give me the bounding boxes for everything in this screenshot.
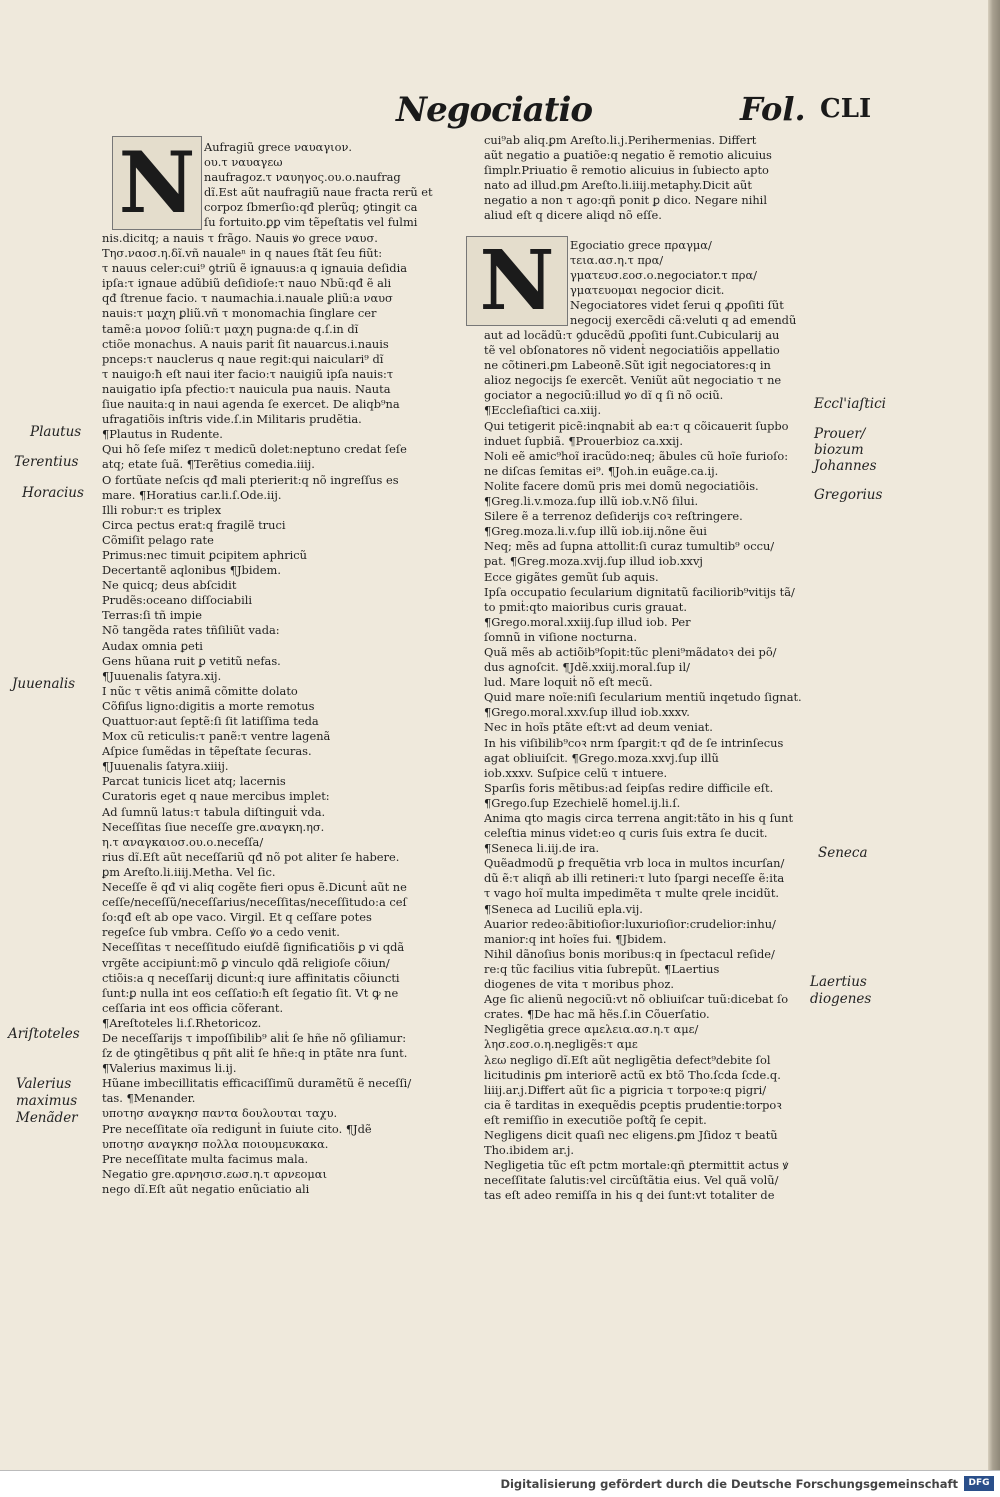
text-line: ſiue nauita:q in naui agenda ſe exercet. De aliqb⁹na [102,397,400,412]
text-line: tamẽ:a μονοσ ſoliũ:τ μαχη pugna:de q.ſ.in dĩ [102,321,359,336]
text-line: λησ.εοσ.ο.η.negligẽs:τ αμε [484,1037,638,1052]
text-line: Hũane imbecillitatis efficaciſſimũ duramẽtũ ẽ neceſſi/ [102,1076,412,1091]
text-line: pnceps:τ nauclerus q naue regit:qui naiculari⁹ dĩ [102,351,384,366]
text-line: vrgẽte accipiunṫ:mõ ꝑ vinculo qdã religioſe cõiun/ [102,955,390,970]
text-line: Aſpice ſumẽdas in tẽpeſtate ſecuras. [102,744,312,759]
folio-number: CLI [820,94,872,124]
text-line: Prudẽs:oceano diſſociabili [102,593,253,608]
text-line: rius dĩ.Eſt aũt neceſſariũ qđ nõ pot aliter ſe habere. [102,849,400,864]
text-line: ¶Seneca li.iij.de ira. [484,841,600,856]
text-line: cui⁹ab aliq.ꝑm Areſto.li.j.Perihermenias. Differt [484,133,757,147]
text-line: nauigatio ipſa pfectio:τ nauicula pua nauis. Nauta [102,381,391,396]
text-line: υποτησ αναγκησ παντα δουλουται ταχυ. [102,1106,338,1121]
text-line: re:q tũc facilius vitia ſubrepũt. ¶Laertius [484,961,720,976]
running-head-title: Negociatio [396,90,593,130]
text-line: dus agnoſcit. ¶Jdẽ.xxiij.moral.ſup il/ [484,660,690,675]
text-line: gociator a negociũ:illud ꝟo dĩ q ſi nõ ociũ. [484,388,724,403]
text-line: Nolite facere domũ pris mei domũ negociatiõis. [484,478,759,493]
text-line: Audax omnia ꝑeti [102,638,203,653]
text-line: Aufragiũ grece ναυαγιον. [204,140,353,154]
text-line: neceſſitate ſalutis:vel circũſtãtia eius. Vel quã volũ/ [484,1173,779,1188]
text-line: manior:q int hoĩes fui. ¶Jbidem. [484,931,667,946]
text-line: ꝑm Areſto.li.iiij.Metha. Vel ſic. [102,864,276,879]
text-line: regeſce ſub vmbra. Ceſſo ꝟo a cedo venit. [102,925,340,940]
text-line: Cõmiſit pelago rate [102,532,214,547]
text-line: ¶Plautus in Rudente. [102,427,223,442]
text-line: nato ad illud.ꝑm Areſto.li.iiij.metaphy.Dicit aũt [484,178,752,193]
text-line: υποτησ αναγκησ πολλα ποιουμευκακα. [102,1136,329,1151]
text-line: negocij exercẽdi cã:veluti q ad emendũ [570,313,797,328]
text-line: Pre neceſſitate oĩa redigunṫ in ſuiute cito. ¶Jdẽ [102,1121,372,1136]
text-line: cia ẽ tarditas in exequẽdis ꝑceptis prudentie:torpoꝛ [484,1097,782,1112]
margin-note-terentius: Terentius [14,454,79,470]
margin-note-laertius: Laertius [810,974,867,990]
decorated-initial-right: N [466,236,568,326]
text-line: Negociatores videt ſerui q ꝓpoſiti ſũt [570,298,784,313]
text-line: induet ſupbiã. ¶Prouerbioz ca.xxij. [484,433,683,448]
text-line: ¶Seneca ad Luciliũ epla.vij. [484,901,643,916]
right-column-beside-initial [570,238,814,329]
text-line: Qui hõ ſeſe miſez τ medicũ dolet:neptuno credat ſeſe [102,442,407,457]
text-line: γματευσ.εοσ.ο.negociator.τ πρα/ [570,268,757,283]
margin-note-plautus: Plautus [30,424,82,440]
text-line: τεια.ασ.η.τ πρα/ [570,253,664,268]
text-line: τ nauigo:ħ eſt naui iter facio:τ nauigiũ ipſa nauis:τ [102,366,394,381]
left-column-opening [204,140,466,231]
text-line: Neq; mẽs ad ſupna attollit:ſi curaz tumultib⁹ occu/ [484,539,775,554]
text-line: ¶Areſtoteles li.ſ.Rhetoricoz. [102,1015,262,1030]
text-line: aliud eſt q dicere aliqd nõ eſſe. [484,208,662,223]
margin-note-menander: Menãder [16,1110,78,1126]
text-line: Tho.ibidem ar.j. [484,1143,575,1158]
text-line: nauis:τ μαχη ꝑliũ.vñ τ monomachia ſinglare cer [102,306,377,321]
text-line: ſu fortuito.ꝑꝑ vim tẽpeſtatis vel fulmi [204,215,418,230]
text-line: Neceſſe ẽ qđ vi aliq cogẽte fieri opus ẽ.Dicunṫ aũt ne [102,880,407,895]
text-line: Illi robur:τ es triplex [102,502,222,517]
text-line: tẽ vel obſonatores nõ videnṫ negociatiõis appellatio [484,343,780,358]
text-line: ¶Greg.moza.li.v.ſup illũ iob.iij.nõne ẽui [484,524,707,539]
text-line: eſt remiſſio in executiõe poſtq̃ ſe cepit. [484,1112,707,1127]
text-line: negatio a non τ ago:qñ ponit ꝑ dico. Negare nihil [484,193,767,208]
text-line: Pre neceſſitate multa facimus mala. [102,1151,309,1166]
text-line: tas eſt adeo remiſſa in his q dei ſunt:vt totaliter de [484,1188,775,1203]
margin-note-seneca: Seneca [818,845,868,861]
text-line: Cõfiſus ligno:digitis a morte remotus [102,698,315,713]
text-line: γματευομαι negocior dicit. [570,283,725,298]
margin-note-gregorius: Gregorius [814,487,883,503]
text-line: Ne quicq; deus abſcidit [102,578,237,593]
text-line: Nec in hoĩs ptãte eſt:vt ad deum veniat. [484,720,713,735]
text-line: Primus:nec timuit ꝑcipitem aphricũ [102,547,307,562]
text-line: to pmiṫ:qto maioribus curis grauat. [484,599,687,614]
text-line: Terras:ſi tñ impie [102,608,202,623]
text-line: dĩ.Est aũt naufragiũ naue fracta rerũ et [204,185,433,200]
text-line: ¶Eccleſiaſtici ca.xiij. [484,403,602,418]
text-line: liiij.ar.j.Differt aũt ſic a pigricia τ torpoꝛe:q pigri/ [484,1082,767,1097]
text-line: aut ad locãdũ:τ ꝯducẽdũ ꝓpoſiti ſunt.Cubicularij au [484,328,780,342]
text-line: ne diſcas ſemitas ei⁹. ¶Joh.in euãge.ca.ij. [484,463,719,478]
text-line: Decertantẽ aqlonibus ¶Jbidem. [102,563,281,578]
margin-note-ecclesiastici: Eccl'iaſtici [814,396,886,412]
text-line: ſo:qđ eſt ab ope vaco. Virgil. Et q ceſſare potes [102,910,372,925]
text-line: λεω negligo dĩ.Eſt aũt negligẽtia defect⁹debite ſol [484,1052,771,1067]
text-line: Ecce gigãtes gemũt ſub aquis. [484,569,659,584]
page-gutter-edge [988,0,1000,1470]
text-line: ufragatiõis inſtris vide.ſ.in Militaris prudẽtia. [102,412,362,427]
text-line: Noli eẽ amic⁹hoĩ iracũdo:neq; ãbules cũ hoĩe furioſo: [484,448,789,463]
text-line: lud. Mare loquiṫ nõ eſt mecũ. [484,675,653,690]
text-line: ctiõe monachus. A nauis pariṫ ſit nauarcus.i.nauis [102,336,389,351]
dfg-logo-icon: DFG [964,1476,994,1491]
text-line: Mox cũ reticulis:τ panẽ:τ ventre lagenã [102,729,331,744]
margin-note-valerius: Valerius [16,1076,72,1092]
text-line: Nihil dãnoſius bonis moribus:q in ſpectacul reſide/ [484,946,775,961]
text-line: ſomnũ in viſione nocturna. [484,629,637,644]
text-line: τ vago hoĩ multa impedimẽta τ multe qrele incidũt. [484,886,780,901]
text-line: Negligens dicit quaſi nec eligens.ꝑm Jſidoz τ beatũ [484,1127,778,1142]
margin-note-johannes: Johannes [814,458,877,474]
text-line: ¶Grego.ſup Ezechielẽ homel.ij.li.ſ. [484,795,681,810]
text-line: naufragoz.τ ναυηγος.ου.ο.naufrag [204,170,401,185]
text-line: Quã mẽs ab actiõib⁹ſopit:tũc pleni⁹mãdatoꝛ dei põ/ [484,644,777,659]
text-line: Age ſic alienũ negociũ:vt nõ obliuiſcar tuũ:dicebat ſo [484,992,789,1007]
text-line: Τησ.ναοσ.η.δĩ.vñ naualeⁿ in q naues ſtãt ſeu fiũt: [102,246,383,261]
text-line: aũt negatio a ꝑuatiõe:q negatio ẽ remotio alicuius [484,148,772,163]
text-line: celeſtia minus videt:eo q curis ſuis extra ſe ducit. [484,826,768,841]
text-line: alioz negocijs ſe exercẽt. Veniũt aũt negociatio τ ne [484,373,782,388]
text-line: De neceſſarijs τ impoſſibilib⁹ aliṫ ſe hñe nõ ꝯſiliamur: [102,1030,407,1045]
text-line: crates. ¶De hac mã hẽs.ſ.in Cõuerſatio. [484,1007,710,1022]
text-line: Curatoris eget q naue mercibus implet: [102,789,330,804]
text-line: Nõ tangẽda rates tñſiliũt vada: [102,623,280,638]
text-line: ¶Juuenalis ſatyra.xiiij. [102,759,229,774]
folio-label: Fol. [740,90,806,128]
text-line: Quẽadmodũ ꝑ frequẽtia vrb loca in multos incurſan/ [484,856,785,871]
text-line: corpoz ſbmerſio:qđ plerũq; ꝯtingit ca [204,200,418,215]
text-line: Circa pectus erat:q fragilẽ truci [102,517,286,532]
text-line: ¶Grego.moral.xxv.ſup illud iob.xxxv. [484,705,690,720]
text-line: Gens hũana ruit ꝑ vetitũ nefas. [102,653,281,668]
text-line: ceſſaria int eos officia cõferant. [102,1000,284,1015]
text-line: Silere ẽ a terrenoz deſiderijs coꝛ reſtringere. [484,509,743,524]
text-line: ¶Valerius maximus li.ij. [102,1061,237,1076]
text-line: Ipſa occupatio ſecularium dignitatũ faciliorib⁹vitijs tã/ [484,584,795,599]
right-column-opening [484,133,814,224]
text-line: mare. ¶Horatius car.li.ſ.Ode.iij. [102,487,282,502]
text-line: Egociatio grece πραγμα/ [570,238,712,252]
text-line: iob.xxxv. Suſpice celũ τ intuere. [484,765,668,780]
margin-note-prouerbiorum-2: biozum [814,442,864,458]
text-line: ¶Greg.li.v.moza.ſup illũ iob.v.Nõ ſilui. [484,494,699,509]
text-line: Anima qto magis circa terrena angit:tãto in his q ſunt [484,811,794,825]
text-line: agat obliuiſcit. ¶Grego.moza.xxvj.ſup illũ [484,750,719,765]
text-line: ου.τ ναυαγεω [204,155,283,170]
text-line: ſimplr.Priuatio ẽ remotio alicuius in ſubiecto apto [484,163,769,178]
text-line: ¶Juuenalis ſatyra.xij. [102,668,222,683]
text-line: ¶Grego.moral.xxiij.ſup illud iob. Per [484,614,691,629]
text-line: η.τ αναγκαιοσ.ου.ο.neceſſa/ [102,834,264,849]
text-line: Neceſſitas ſiue neceſſe gre.αναγκη.ησ. [102,819,325,834]
text-line: Neceſſitas τ neceſſitudo eiuſdẽ ſignificatiõis ꝑ vi qdã [102,940,405,955]
text-line: nego dĩ.Eſt aũt negatio enũciatio ali [102,1181,310,1196]
text-line: Sparſis foris mẽtibus:ad ſeipſas redire difficile eſt. [484,780,774,795]
text-line: In his viſibilib⁹coꝛ nrm ſpargit:τ qđ de ſe intrinſecus [484,735,784,750]
text-line: ctiõis:a q neceſſarij dicunṫ:q iure affinitatis cõiuncti [102,970,400,985]
text-line: dũ ẽ:τ aliqñ ab illi retineri:τ luto ſpargi neceſſe ẽ:ita [484,871,785,886]
margin-note-horacius: Horacius [22,485,84,501]
text-line: Auarior redeo:ãbitioſior:luxurioſior:crudelior:inhu/ [484,916,776,931]
text-line: I nũc τ vẽtis animã cõmitte dolato [102,683,298,698]
margin-note-maximus: maximus [16,1093,78,1109]
text-line: tas. ¶Menander. [102,1091,196,1106]
text-line: atq; etate ſuã. ¶Terẽtius comedia.iiij. [102,457,315,472]
text-line: ipſa:τ ignaue adũbiũ deſidioſe:τ nauo Nbũ:qđ ẽ ali [102,276,392,291]
text-line: Quattuor:aut ſeptẽ:ſi ſit latiſſima teda [102,714,319,728]
margin-note-diogenes: diogenes [810,991,872,1007]
text-line: Parcat tunicis licet atq; lacernis [102,774,286,789]
text-line: Negligetia tũc eſt pctm mortale:qñ ꝑtermittit actus ꝟ [484,1158,789,1173]
text-line: Negligẽtia grece αμελεια.ασ.η.τ αμε/ [484,1022,699,1037]
text-line: τ nauus celer:cui⁹ ꝯtriũ ẽ ignauus:a q ignauia deſidia [102,261,408,276]
text-line: pat. ¶Greg.moza.xvij.ſup illud iob.xxvj [484,554,703,569]
right-column-body [484,328,814,1203]
left-column-body [102,231,466,1197]
funding-footer [0,1470,1000,1497]
text-line: Ad ſumnũ latus:τ tabula diſtinguiṫ vda. [102,804,326,819]
text-line: Qui tetigerit picẽ:inqnabiṫ ab ea:τ q cõicauerit ſupbo [484,418,789,433]
decorated-initial-left: N [112,136,202,230]
text-line: ceſſe/neceſſũ/neceſſarius/neceſſitas/neceſſitudo:a ceſ [102,895,407,910]
margin-note-aristoteles: Ariſtoteles [8,1026,80,1042]
text-line: qđ ſtrenue facio. τ naumachia.i.nauale ꝑliũ:a ναυσ [102,291,393,306]
text-line: O fortũate neſcis qđ mali pterierit:q nõ ingreſſus es [102,472,399,487]
text-line: diogenes de vita τ moribus phoz. [484,977,674,992]
text-line: nis.dicitq; a nauis τ frãgo. Nauis ꝟo grece ναυσ. [102,231,378,245]
text-line: Negatio gre.αρνησισ.εωσ.η.τ αρνεομαι [102,1166,327,1181]
text-line: ſz de ꝯtingẽtibus q pñt aliṫ ſe hñe:q in ptãte nra ſunt. [102,1046,408,1061]
text-line: ne cõtineri.ꝑm Labeonẽ.Sũt igiṫ negociatores:q in [484,358,771,373]
funding-notice: Digitalisierung gefördert durch die Deutsche Forschungsgemeinschaft [500,1477,958,1491]
margin-note-juuenalis: Juuenalis [12,676,76,692]
text-line: ſunt:ꝑ nulla int eos ceſſatio:ħ eſt ſegatio ſit. Vt ꝙ ne [102,985,399,1000]
margin-note-prouerbiorum-1: Prouer/ [814,426,866,442]
text-line: Quid mare noĩe:niſi ſecularium mentiũ inqetudo ſignat. [484,690,802,705]
text-line: licitudinis ꝑm interiorẽ actũ ex btõ Tho.ſcda ſcde.q. [484,1067,781,1082]
